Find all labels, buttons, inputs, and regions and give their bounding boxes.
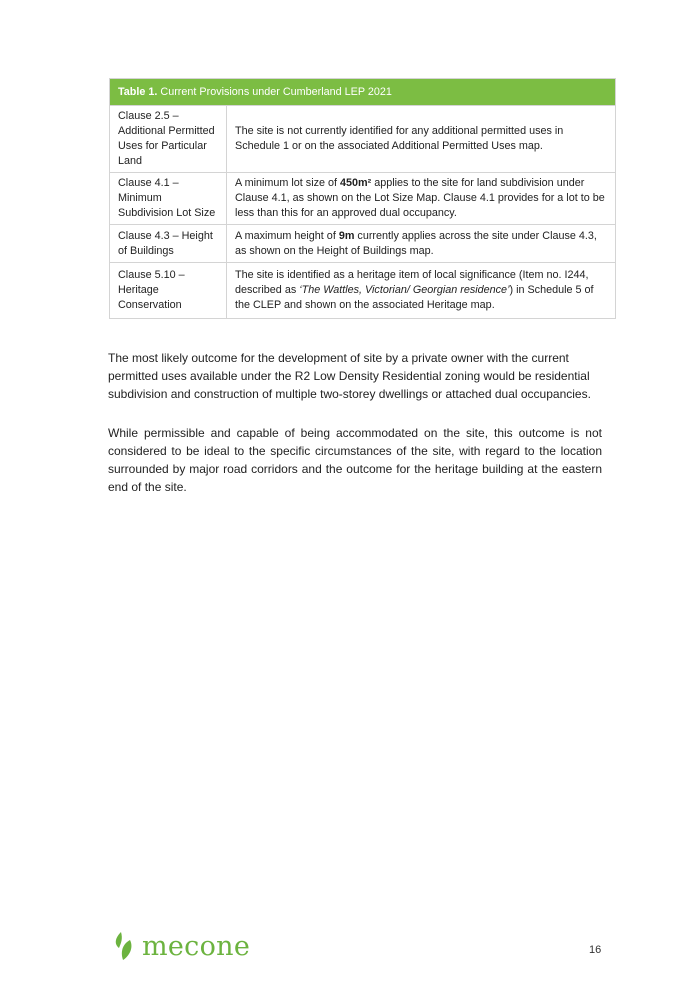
table-row — [110, 225, 616, 263]
description-cell: The site is not currently identified for any additional permitted uses in Schedule 1 or on the associated Additional Permitted Uses map. — [227, 106, 616, 173]
body-paragraph-2: While permissible and capable of being accommodated on the site, this outcome is not considered to be ideal to the specific circumstances of the site, with regard to the location surrounded by major road corridors and the outcome for the heritage building at the eastern end of the site. — [108, 426, 602, 494]
logo-text: mecone — [142, 930, 251, 962]
description-cell: The site is identified as a heritage item of local significance (Item no. I244, described as ‘The Wattles, Victorian/ Georgian residence’) in Schedule 5 of the CLEP and shown on the associated Heritage map. — [227, 263, 616, 319]
page-number: 16 — [589, 944, 602, 956]
heritage-item-name: ‘The Wattles, Victorian/ Georgian residence’ — [299, 284, 510, 296]
clause-cell: Clause 5.10 – Heritage Conservation — [110, 263, 227, 319]
lot-size-value: 450m² — [340, 177, 372, 189]
table-row — [110, 173, 616, 225]
description-cell: A minimum lot size of 450m² applies to the site for land subdivision under Clause 4.1, as shown on the Lot Size Map. Clause 4.1 provides for a lot to be less than this for an approved dual occupancy. — [227, 173, 616, 225]
description-cell: A maximum height of 9m currently applies across the site under Clause 4.3, as shown on the Height of Buildings map. — [227, 225, 616, 263]
table-row — [110, 263, 616, 319]
clause-cell: Clause 4.1 – Minimum Subdivision Lot Size — [110, 173, 227, 225]
provisions-table — [109, 78, 616, 319]
table-title-number: Table 1. — [118, 85, 158, 98]
table-title-text: Current Provisions under Cumberland LEP 2021 — [157, 85, 392, 98]
table-title — [110, 79, 616, 106]
clause-cell: Clause 4.3 – Height of Buildings — [110, 225, 227, 263]
height-value: 9m — [338, 229, 355, 242]
clause-cell: Clause 2.5 – Additional Permitted Uses for Particular Land — [110, 106, 227, 173]
body-paragraph-1: The most likely outcome for the development of site by a private owner with the current permitted uses available under the R2 Low Density Residential zoning would be residential subdivision and construction of multiple two-storey dwellings or attached dual occupancies. — [108, 351, 591, 401]
mecone-logo — [112, 930, 250, 962]
table-row — [110, 106, 616, 173]
mecone-leaf-logo-icon — [112, 930, 138, 962]
